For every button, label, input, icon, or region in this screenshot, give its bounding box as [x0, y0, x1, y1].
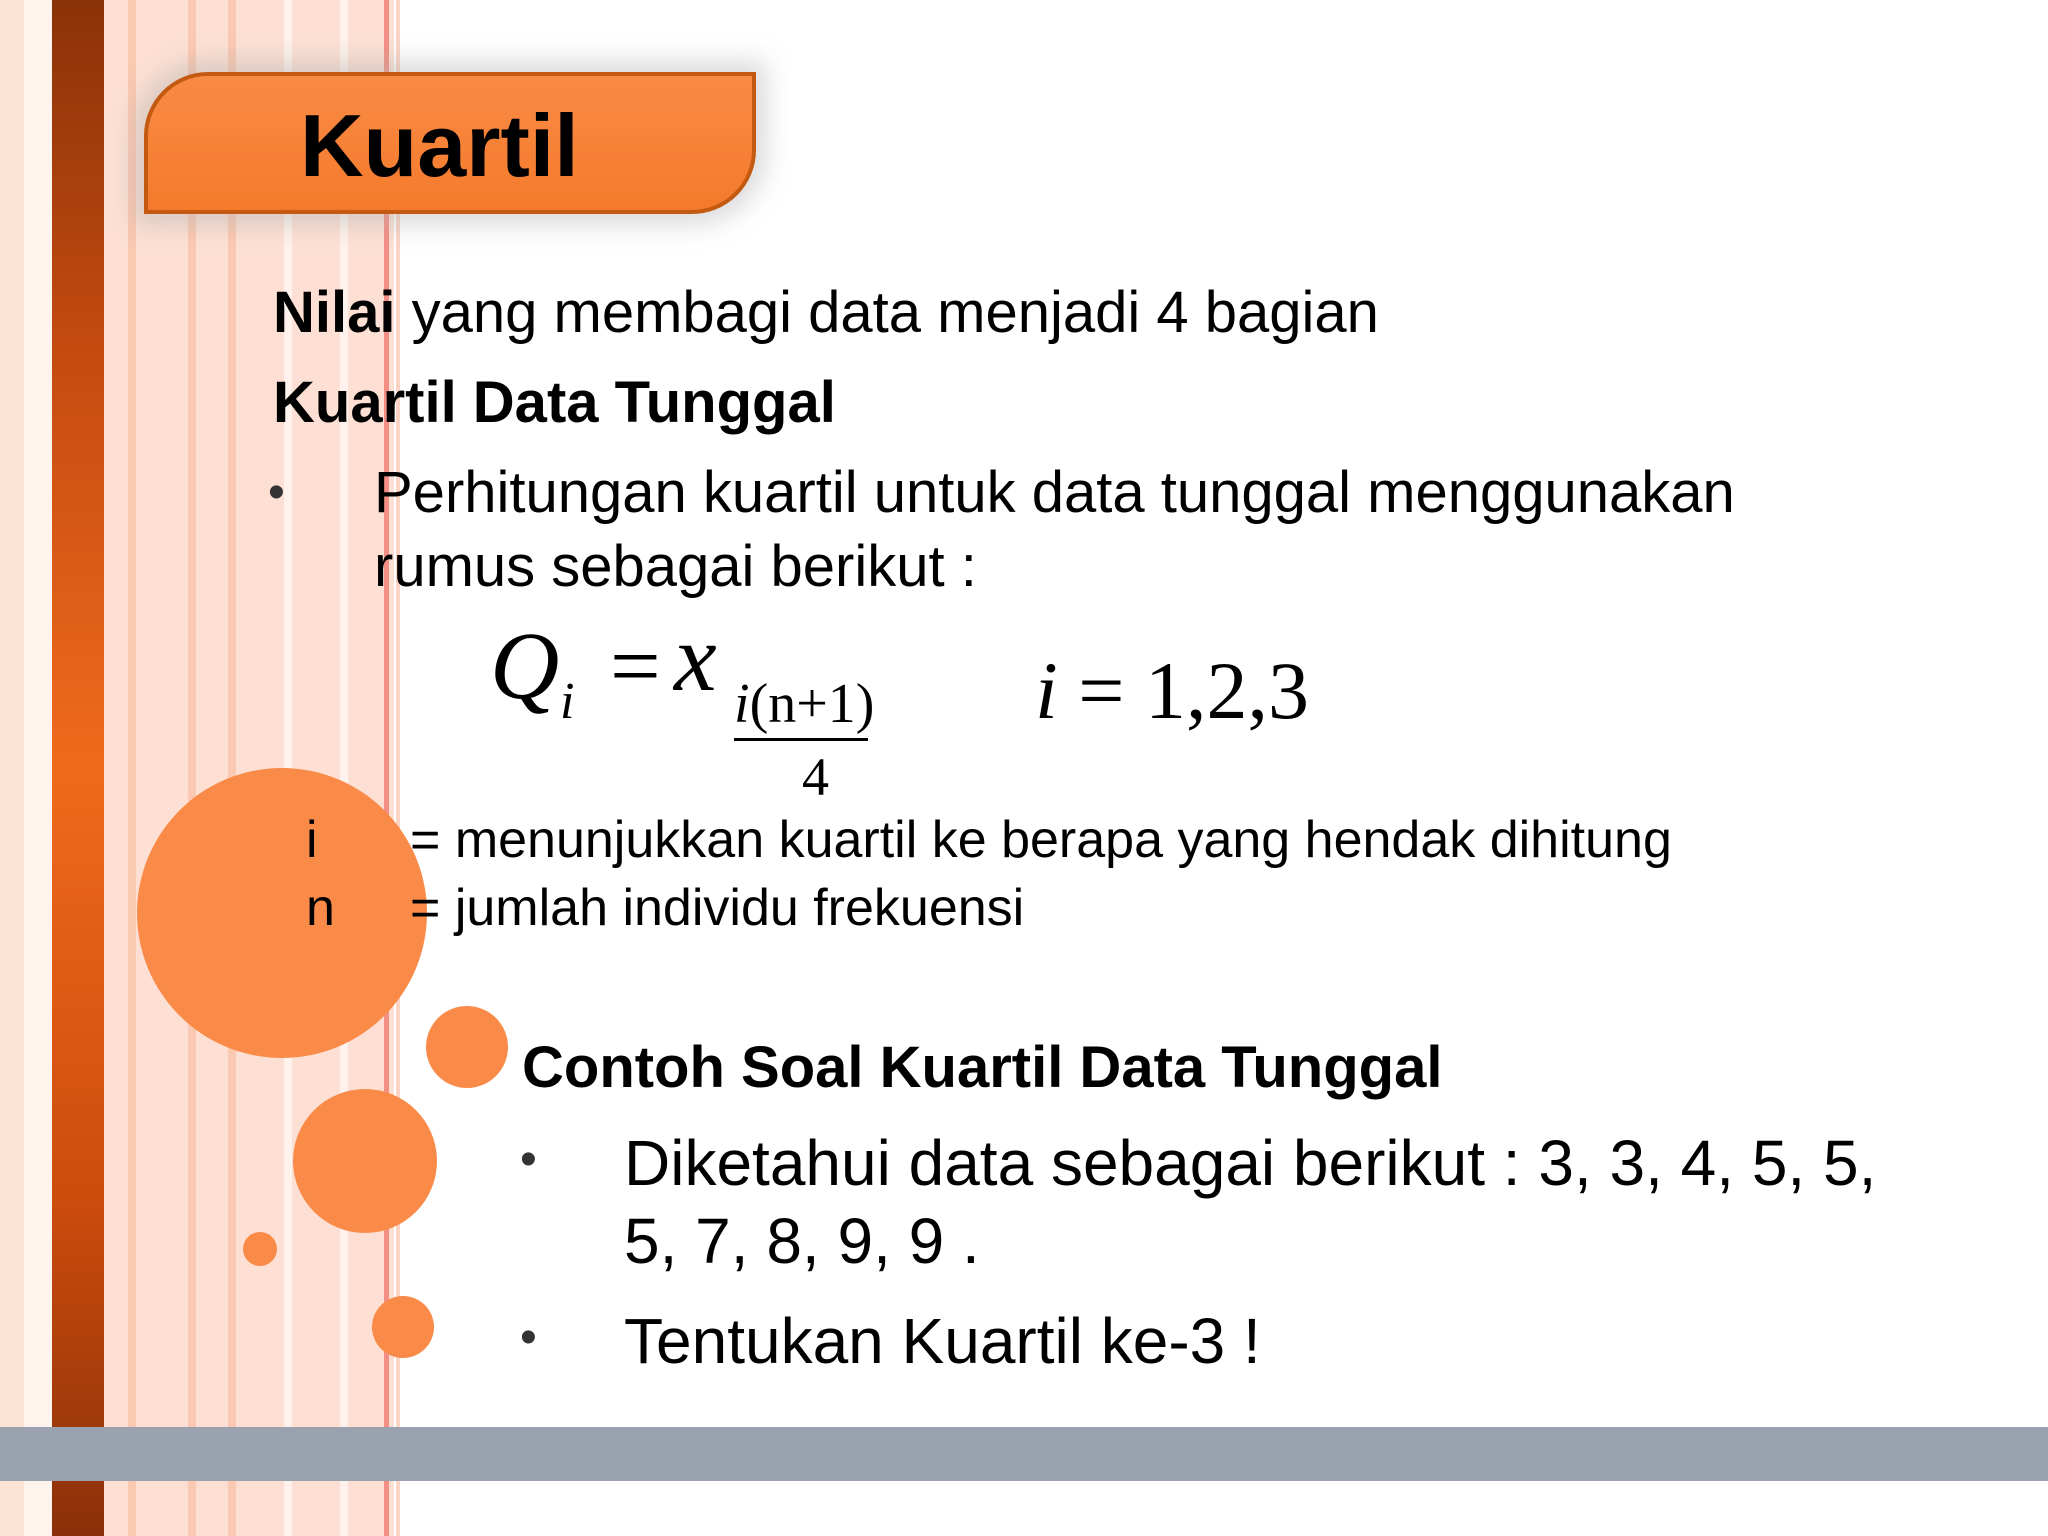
formula-range	[1035, 645, 1310, 736]
bullet-dot: •	[520, 1133, 537, 1186]
formula-subscript-numerator	[734, 673, 875, 735]
definition-bold: Nilai	[273, 280, 396, 345]
decor-circle-small	[372, 1296, 434, 1358]
quartile-formula	[490, 604, 1310, 810]
section2-bullet1-line1: Diketahui data sebagai berikut : 3, 3, 4, 5, 5,	[624, 1127, 1877, 1199]
decor-circle-tiny	[243, 1232, 277, 1266]
bullet-dot: •	[520, 1311, 537, 1364]
slide-title: Kuartil	[300, 96, 579, 195]
section1-bullet-line2: rumus sebagai berikut :	[374, 534, 977, 599]
section1-bullet-line1: Perhitungan kuartil untuk data tunggal menggunakan	[374, 460, 1735, 525]
legend-symbol-n: n	[306, 879, 335, 937]
formula-range-values: = 1,2,3	[1057, 645, 1310, 736]
formula-fraction-bar	[734, 738, 868, 741]
thin-stripe	[340, 0, 348, 1536]
formula-subscript-denominator: 4	[802, 747, 829, 807]
legend-desc-i: = menunjukkan kuartil ke berapa yang hendak dihitung	[410, 811, 1672, 869]
section2-bullet2: Tentukan Kuartil ke-3 !	[624, 1305, 1261, 1377]
formula-range-i: i	[1035, 645, 1058, 736]
definition-rest: yang membagi data menjadi 4 bagian	[395, 280, 1379, 345]
bottom-bar	[0, 1427, 2048, 1481]
definition-line	[273, 278, 1379, 348]
section1-heading: Kuartil Data Tunggal	[273, 370, 836, 435]
section2-heading: Contoh Soal Kuartil Data Tunggal	[522, 1035, 1443, 1100]
bullet-dot: •	[268, 466, 285, 519]
formula-x: x	[674, 604, 717, 711]
decor-circle-large	[137, 768, 427, 1058]
section2-bullet1-line2: 5, 7, 8, 9, 9 .	[624, 1205, 980, 1277]
formula-equals: =	[610, 617, 661, 716]
legend-desc-n: = jumlah individu frekuensi	[410, 879, 1025, 937]
left-stripe-pink	[0, 0, 24, 1536]
left-stripe-light	[24, 0, 52, 1536]
formula-q-subscript: i	[560, 673, 575, 730]
formula-numerator-rest: (n+1)	[749, 673, 875, 735]
thin-stripe	[128, 0, 136, 1536]
decor-circle-medium	[293, 1089, 437, 1233]
formula-numerator-i: i	[734, 673, 750, 735]
thin-stripe	[188, 0, 196, 1536]
legend-symbol-i: i	[306, 811, 318, 869]
left-band-pink	[104, 0, 394, 1536]
thin-stripe	[228, 0, 236, 1536]
decor-circle-small	[426, 1006, 508, 1088]
formula-q: Q	[490, 612, 560, 719]
left-stripe-dark-orange	[52, 0, 104, 1536]
